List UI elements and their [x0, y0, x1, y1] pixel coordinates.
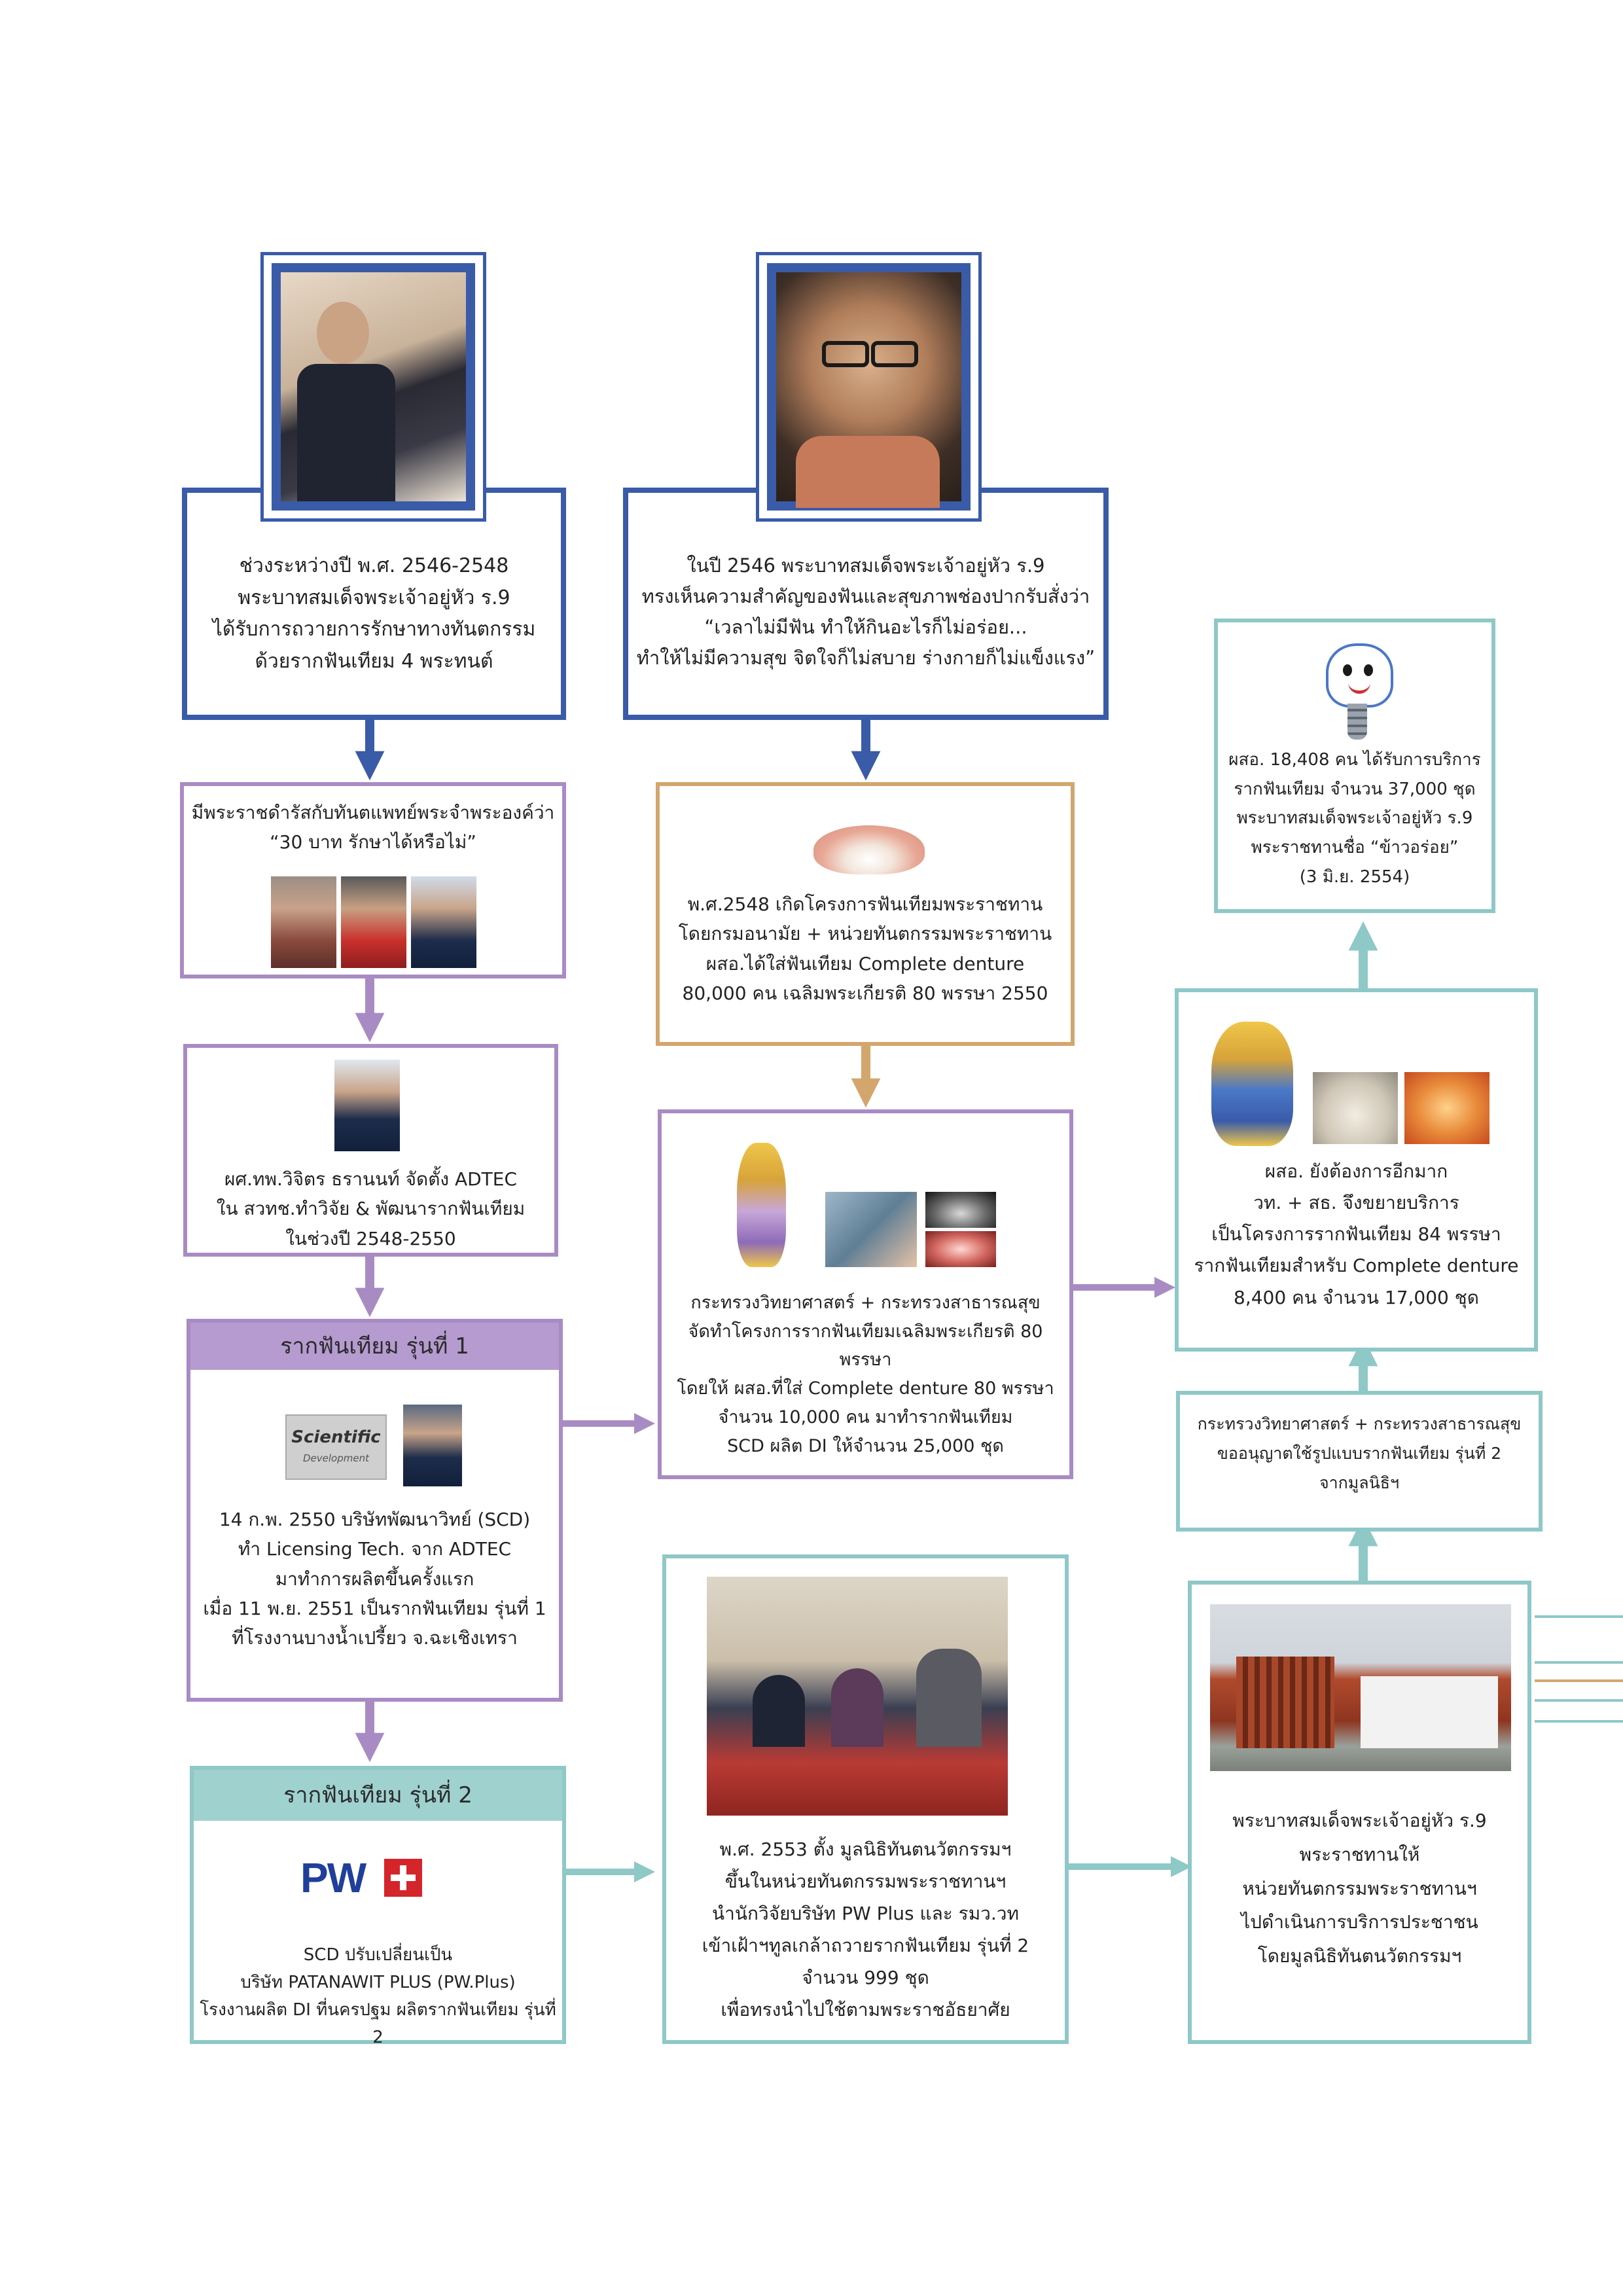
audience-photo — [707, 1577, 1008, 1816]
dentist-portrait-3 — [411, 876, 476, 968]
dentist-portrait-1 — [271, 876, 336, 968]
ceo-portrait — [403, 1405, 462, 1486]
box-3-text: มีพระราชดำรัสกับทันตแพทย์พระจำพระองค์ว่า “30 บาท รักษาได้หรือไม่” — [191, 802, 555, 853]
box-12 — [1176, 1391, 1543, 1532]
box-9-text: พ.ศ. 2553 ตั้ง มูลนิธิทันตนวัตกรรมฯ ขึ้นในหน่วยทันตกรรมพระราชทานฯ นำนักวิจัยบริษัท PW Plus และ รมว.วท เข้าเฝ้าฯทูลเกล้าถวายรากฟันเทียม รุ่นที่ 2 จำนวน 999 ชุด เพื่อทรงนำไปใช้ตามพระราชอัธยาศัย — [702, 1839, 1029, 2020]
box-9 — [662, 1554, 1069, 2044]
box-13 — [1188, 1581, 1531, 2044]
box-10-text: ผสอ. 18,408 คน ได้รับการบริการ รากฟันเทียม จำนวน 37,000 ชุด พระบาทสมเด็จพระเจ้าอยู่หัว ร.9 พระราชทานชื่อ “ข้าวอร่อย” (3 มิ.ย. 2554) — [1228, 750, 1481, 887]
royal-emblem-80 — [737, 1143, 786, 1267]
box-8 — [658, 1109, 1073, 1479]
denture-model-photo — [1404, 1072, 1489, 1144]
box-3 — [180, 782, 566, 978]
mouth-photo — [925, 1231, 996, 1267]
box-13-text: พระบาทสมเด็จพระเจ้าอยู่หัว ร.9 พระราชทานให้ หน่วยทันตกรรมพระราชทานฯ ไปดำเนินการบริการประชาชน โดยมูลนิธิทันตนวัตกรรมฯ — [1232, 1810, 1487, 1967]
scientific-logo-text: Scientific — [291, 1427, 381, 1447]
box-7-text: พ.ศ.2548 เกิดโครงการฟันเทียมพระราชทาน โดยกรมอนามัย + หน่วยทันตกรรมพระราชทาน ผสอ.ได้ใส่ฟันเทียม Complete denture 80,000 คน เฉลิมพระเกียรติ 80 พรรษา 2550 — [678, 893, 1052, 1005]
box-2-text: ในปี 2546 พระบาทสมเด็จพระเจ้าอยู่หัว ร.9 ทรงเห็นความสำคัญของฟันและสุขภาพช่องปากรับสั่งว่า “เวลาไม่มีฟัน ทำให้กินอะไรก็ไม่อร่อย... ทำให้ไม่มีความสุข จิตใจก็ไม่สบาย ร่างกายก็ไม่แข็งแรง” — [636, 554, 1096, 669]
tooth-mascot-icon — [1326, 643, 1393, 708]
box-11 — [1175, 988, 1538, 1352]
box-1-text: ช่วงระหว่างปี พ.ศ. 2546-2548 พระบาทสมเด็จพระเจ้าอยู่หัว ร.9 ได้รับการถวายการรักษาทางทันตกรรม ด้วยรากฟันเทียม 4 พระทนต์ — [212, 554, 536, 673]
king-seated-photo — [260, 252, 486, 522]
royal-emblem-84 — [1211, 1022, 1293, 1146]
box-5 — [187, 1319, 563, 1702]
box-2 — [623, 488, 1109, 720]
denture-photo — [813, 825, 925, 874]
gen1-header: รากฟันเทียม รุ่นที่ 1 — [190, 1323, 559, 1370]
box-7 — [656, 782, 1075, 1046]
plus-icon — [384, 1859, 422, 1897]
pw-plus-logo-text: PW — [300, 1854, 366, 1901]
king-portrait-photo — [756, 252, 982, 522]
box-6 — [190, 1766, 566, 2048]
box-6-text: SCD ปรับเปลี่ยนเป็น บริษัท PATANAWIT PLUS (PW.Plus) โรงงานผลิต DI ที่นครปฐม ผลิตรากฟันเทียม รุ่นที่ 2 — [200, 1945, 556, 2048]
implant-screw-icon — [1347, 704, 1367, 740]
scientific-logo — [285, 1414, 387, 1480]
pw-plus-logo — [300, 1855, 431, 1901]
gen2-header: รากฟันเทียม รุ่นที่ 2 — [194, 1770, 562, 1821]
box-8-text: กระทรวงวิทยาศาสตร์ + กระทรวงสาธารณสุข จัดทำโครงการรากฟันเทียมเฉลิมพระเกียรติ 80 พรรษา โดยให้ ผสอ.ที่ใส่ Complete denture 80 พรรษา จำนวน 10,000 คน มาทำรากฟันเทียม SCD ผลิต DI ให้จำนวน 25,000 ชุด — [677, 1293, 1054, 1456]
researcher-portrait — [334, 1060, 400, 1151]
box-4 — [183, 1044, 558, 1257]
dental-treatment-photo — [825, 1192, 917, 1267]
scientific-logo-sub: Development — [303, 1452, 369, 1464]
xray-photo — [925, 1192, 996, 1228]
dentist-portrait-2 — [341, 876, 406, 968]
building-photo — [1210, 1604, 1511, 1771]
box-11-text: ผสอ. ยังต้องการอีกมาก วท. + สธ. จึงขยายบริการ เป็นโครงการรากฟันเทียม 84 พรรษา รากฟันเทียมสำหรับ Complete denture 8,400 คน จำนวน 17,000 ชุด — [1194, 1160, 1519, 1308]
box-4-text: ผศ.ทพ.วิจิตร ธรานนท์ จัดตั้ง ADTEC ใน สวทช.ทำวิจัย & พัฒนารากฟันเทียม ในช่วงปี 2548-2550 — [216, 1168, 526, 1249]
box-1 — [182, 488, 566, 720]
box-5-text: 14 ก.พ. 2550 บริษัทพัฒนาวิทย์ (SCD) ทำ Licensing Tech. จาก ADTEC มาทำการผลิตขึ้นครั้งแรก เมื่อ 11 พ.ย. 2551 เป็นรากฟันเทียม รุ่นที่ 1 ที่โรงงานบางน้ำเปรี้ยว จ.ฉะเชิงเทรา — [203, 1509, 546, 1649]
box-10 — [1214, 619, 1495, 913]
box-12-text: กระทรวงวิทยาศาสตร์ + กระทรวงสาธารณสุข ขออนุญาตใช้รูปแบบรากฟันเทียม รุ่นที่ 2 จากมูลนิธิฯ — [1197, 1414, 1522, 1492]
implant-model-photo — [1313, 1072, 1398, 1144]
